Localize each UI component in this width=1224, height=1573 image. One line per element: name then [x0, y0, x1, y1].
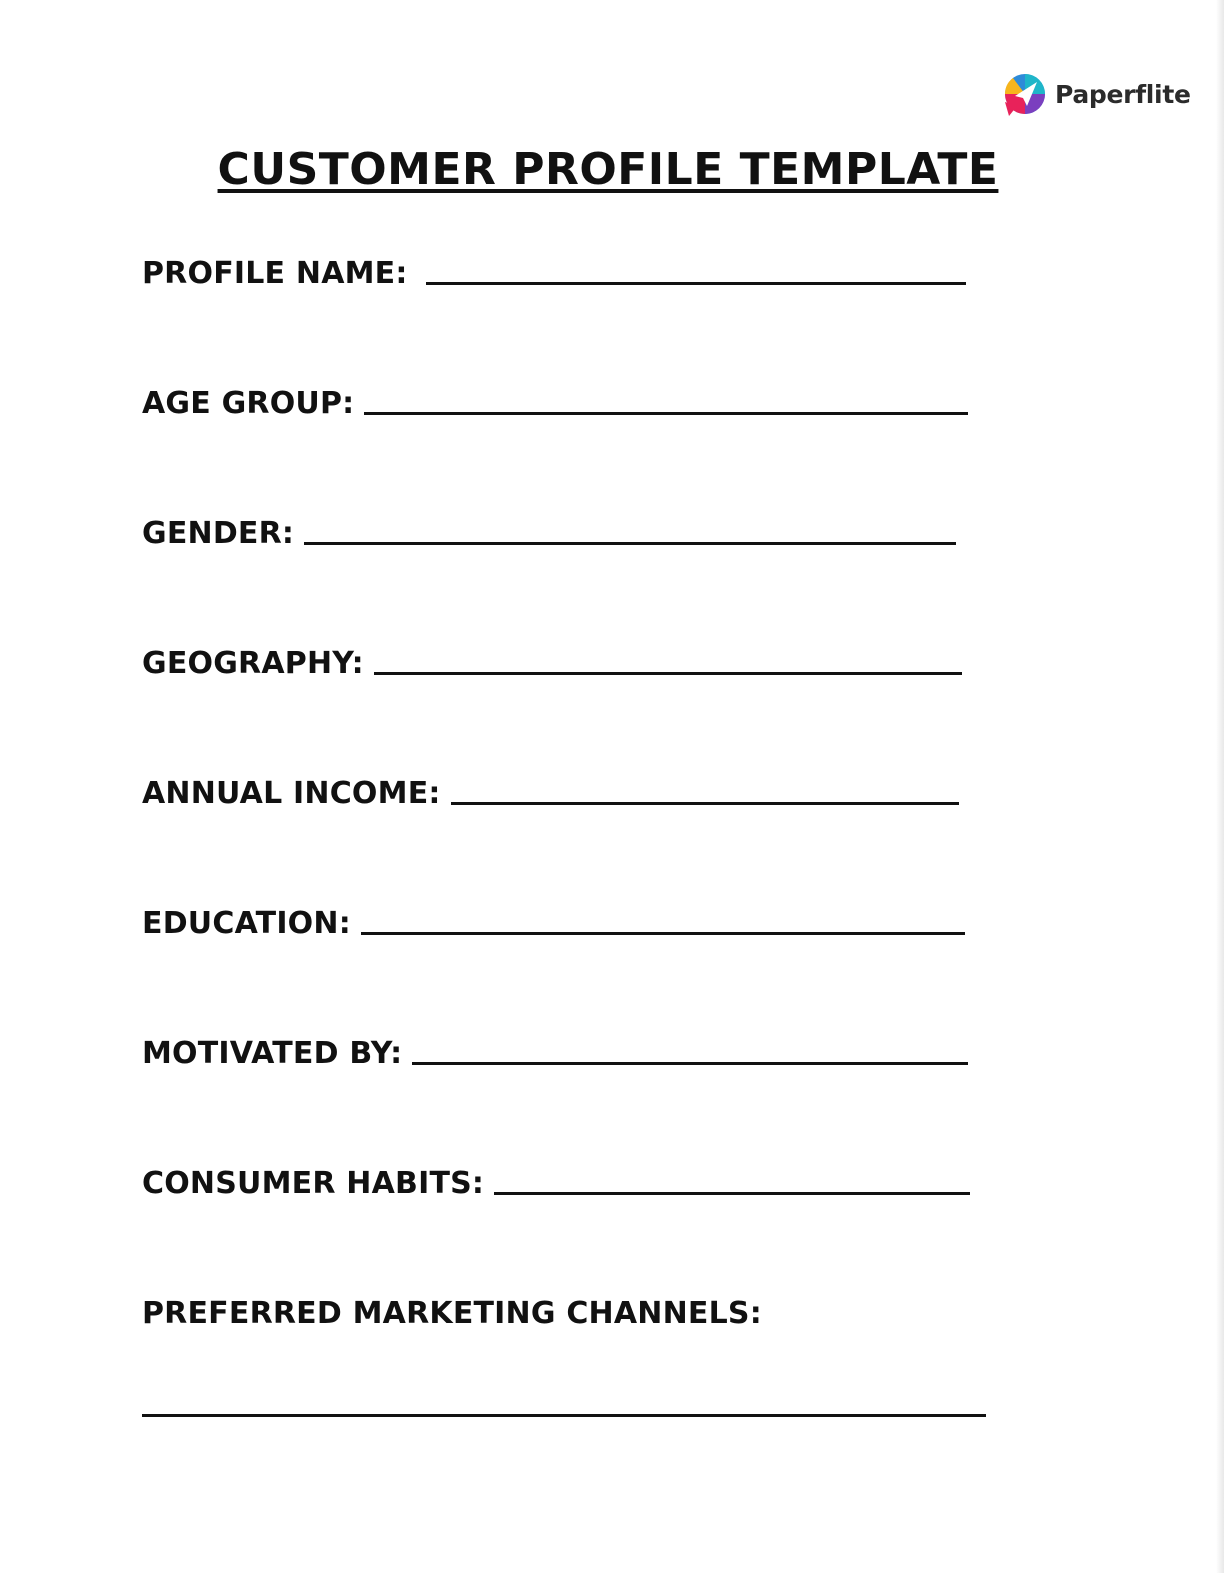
field-age-group — [142, 386, 968, 421]
field-label: ANNUAL INCOME: — [142, 776, 441, 811]
field-label: PROFILE NAME: — [142, 256, 408, 291]
field-label: MOTIVATED BY: — [142, 1036, 403, 1071]
geography-input-line[interactable] — [374, 672, 962, 675]
field-label: PREFERRED MARKETING CHANNELS: — [142, 1296, 762, 1331]
logo-text: Paperflite — [1055, 79, 1191, 109]
field-consumer-habits — [142, 1166, 970, 1201]
page-edge — [1216, 0, 1224, 1573]
paperflite-logo-icon — [1003, 72, 1047, 116]
motivated-by-input-line[interactable] — [412, 1062, 968, 1065]
profile-name-input-line[interactable] — [426, 282, 966, 285]
annual-income-input-line[interactable] — [451, 802, 959, 805]
field-motivated-by — [142, 1036, 968, 1071]
field-gender — [142, 516, 956, 551]
education-input-line[interactable] — [361, 932, 965, 935]
field-annual-income — [142, 776, 959, 811]
field-label: AGE GROUP: — [142, 386, 355, 421]
field-geography — [142, 646, 962, 681]
field-label: GENDER: — [142, 516, 295, 551]
age-group-input-line[interactable] — [364, 412, 968, 415]
field-label: EDUCATION: — [142, 906, 351, 941]
field-label: GEOGRAPHY: — [142, 646, 364, 681]
paperflite-logo — [1003, 72, 1191, 116]
field-education — [142, 906, 965, 941]
gender-input-line[interactable] — [304, 542, 956, 545]
preferred-marketing-channels-input-line[interactable] — [142, 1414, 986, 1417]
field-label: CONSUMER HABITS: — [142, 1166, 485, 1201]
consumer-habits-input-line[interactable] — [494, 1192, 970, 1195]
field-preferred-marketing-channels — [142, 1296, 762, 1331]
field-profile-name — [142, 256, 966, 291]
page-title: CUSTOMER PROFILE TEMPLATE — [217, 144, 999, 195]
